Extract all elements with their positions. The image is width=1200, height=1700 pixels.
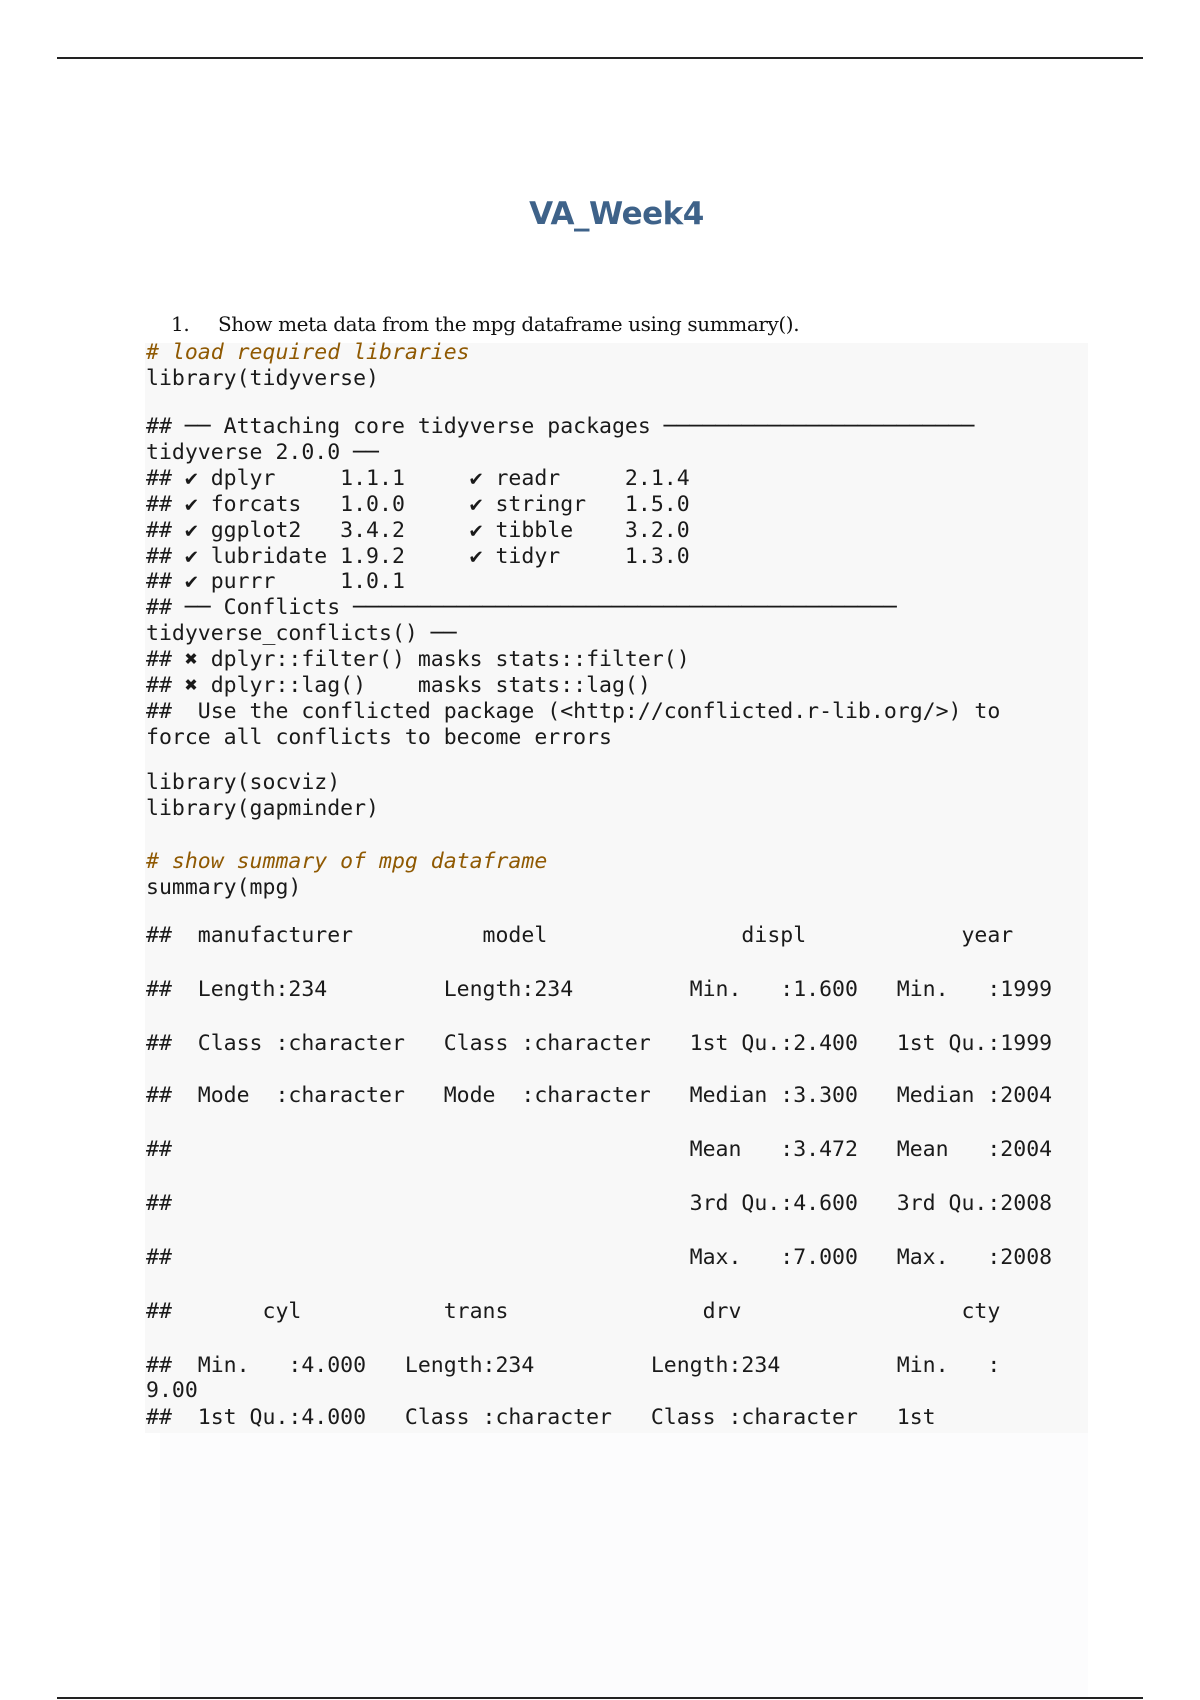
summary-row: ## 3rd Qu.:4.600 3rd Qu.:2008 bbox=[146, 1191, 1053, 1216]
code-library-other: library(socviz) library(gapminder) bbox=[146, 770, 379, 821]
top-rule bbox=[57, 57, 1143, 59]
tidyverse-attach-output: ## ── Attaching core tidyverse packages ──────────────────────── tidyverse 2.0.0 ── ## ✔ dplyr 1.1.1 ✔ readr 2.1.4 ## ✔ forcats 1.0.0 ✔ stringr 1.5.0 ## ✔ ggplot2 3.4.2 ✔ tibble 3.2.0 ## ✔ lubridate 1.9.2 ✔ tidyr 1.3.0 ## ✔ purrr 1.0.1 ## ── Conflicts ────────────────────────────────────────── tidyverse_conflicts() ── ## ✖ dplyr::filter() masks stats::filter() ## ✖ dplyr::lag() masks stats::lag() ## Use the conflicted package (<http://conflicted.r-lib.org/>) to force all conflicts to become errors bbox=[146, 414, 1001, 750]
question-text: Show meta data from the mpg dataframe using summary(). bbox=[218, 312, 800, 336]
summary-row: ## Min. :4.000 Length:234 Length:234 Min. : 9.00 bbox=[146, 1353, 1001, 1403]
question-item bbox=[171, 312, 799, 336]
code-library-tidyverse: library(tidyverse) bbox=[146, 366, 379, 391]
document-title: VA_Week4 bbox=[529, 196, 704, 232]
code-block-faded bbox=[160, 1433, 1088, 1697]
summary-row: ## Length:234 Length:234 Min. :1.600 Min. :1999 bbox=[146, 977, 1053, 1002]
summary-row: ## Mean :3.472 Mean :2004 bbox=[146, 1137, 1053, 1162]
summary-row: ## 1st Qu.:4.000 Class :character Class :character 1st bbox=[146, 1405, 936, 1430]
question-number: 1. bbox=[171, 312, 190, 336]
bottom-rule bbox=[57, 1697, 1143, 1699]
summary-row: ## Class :character Class :character 1st Qu.:2.400 1st Qu.:1999 bbox=[146, 1031, 1053, 1056]
summary-row: ## Max. :7.000 Max. :2008 bbox=[146, 1245, 1053, 1270]
summary-header-1: ## manufacturer model displ year bbox=[146, 923, 1014, 948]
code-summary-call: summary(mpg) bbox=[146, 875, 302, 900]
summary-row: ## Mode :character Mode :character Median :3.300 Median :2004 bbox=[146, 1083, 1053, 1108]
code-comment-summary: # show summary of mpg dataframe bbox=[146, 849, 548, 874]
summary-header-2: ## cyl trans drv cty bbox=[146, 1299, 1001, 1324]
code-comment-load-libraries: # load required libraries bbox=[146, 340, 470, 365]
